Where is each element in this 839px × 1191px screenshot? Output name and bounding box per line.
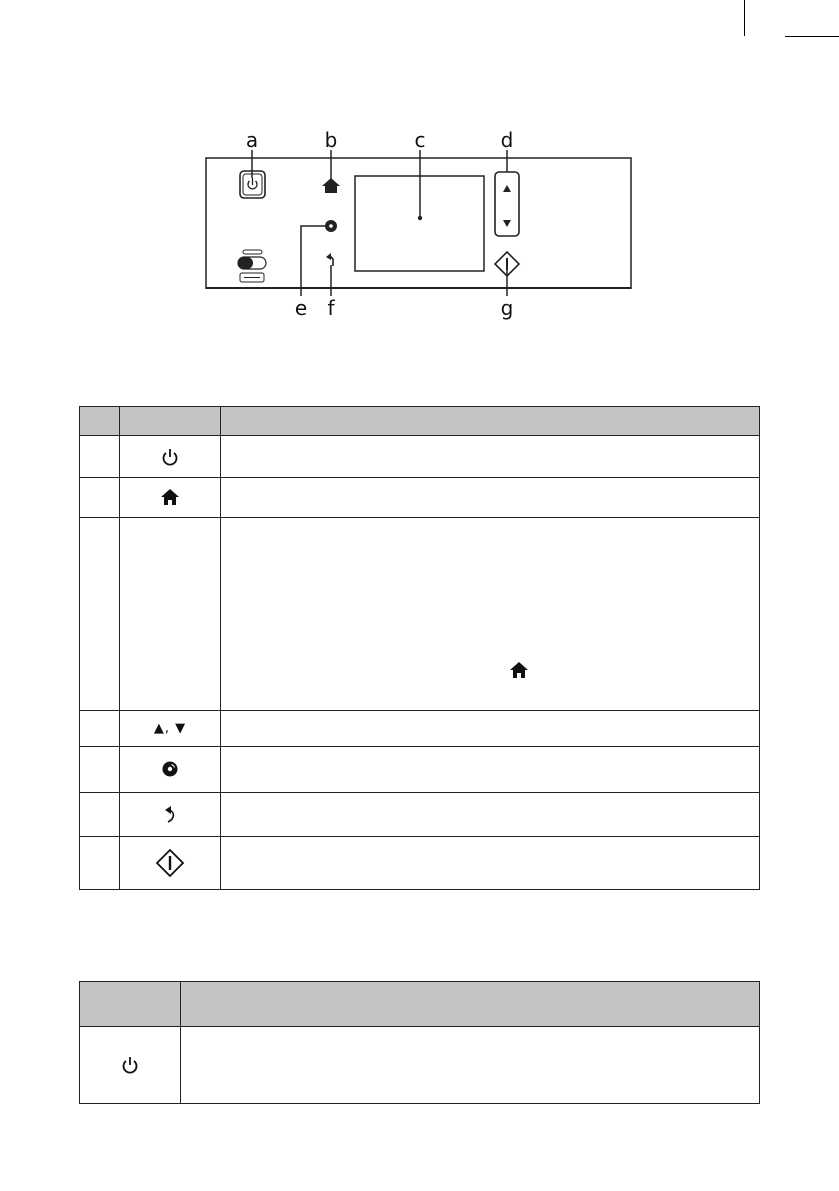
row-description-cell [221, 793, 760, 837]
table-row [80, 1027, 760, 1104]
row-letter-cell [80, 793, 120, 837]
table-row [80, 518, 760, 711]
table-row [80, 478, 760, 518]
table-row [80, 436, 760, 478]
up-down-arrows-icon: ▲, ▼ [120, 711, 221, 747]
row-letter-cell [80, 518, 120, 711]
table-header-row [80, 407, 760, 436]
row-description-cell [221, 436, 760, 478]
home-icon [161, 489, 179, 505]
disc-button [325, 220, 337, 232]
table-header-row [80, 982, 760, 1027]
callout-b: b [324, 128, 338, 152]
callout-g: g [500, 296, 514, 320]
disc-icon [162, 761, 178, 777]
button-function-table [79, 406, 760, 890]
start-icon [155, 848, 185, 878]
row-letter-cell [80, 711, 120, 747]
table-row [80, 747, 760, 793]
row-icon-cell [120, 747, 221, 793]
row-letter-cell [80, 837, 120, 890]
callout-d: d [500, 128, 514, 152]
header-cell-function [221, 407, 760, 436]
row-letter-cell [80, 436, 120, 478]
callout-a: a [245, 128, 259, 152]
header-cell-light [80, 982, 181, 1027]
row-letter-cell [80, 478, 120, 518]
callout-c: c [414, 128, 426, 152]
table-row [80, 711, 760, 747]
row-icon-cell [120, 837, 221, 890]
up-down-buttons [495, 172, 519, 236]
table-row [80, 793, 760, 837]
row-icon-cell [120, 436, 221, 478]
header-cell-button [120, 407, 221, 436]
row-icon-cell [120, 518, 221, 711]
row-icon-cell [80, 1027, 181, 1104]
wifi-logo [238, 250, 266, 282]
header-cell-function [181, 982, 760, 1027]
row-description-cell [221, 837, 760, 890]
power-icon [121, 1055, 139, 1075]
light-status-table [79, 981, 760, 1104]
row-description-cell [221, 747, 760, 793]
home-icon [510, 662, 528, 678]
power-icon [161, 447, 179, 467]
back-button [326, 253, 333, 266]
back-icon [163, 805, 177, 825]
row-description-cell [221, 711, 760, 747]
callout-f: f [327, 296, 335, 320]
control-panel-illustration [0, 0, 839, 340]
row-icon-cell [120, 478, 221, 518]
row-letter-cell [80, 747, 120, 793]
control-panel-diagram [0, 0, 839, 340]
table-row [80, 837, 760, 890]
row-description-cell [221, 478, 760, 518]
row-description-cell [181, 1027, 760, 1104]
row-icon-cell [120, 793, 221, 837]
header-cell-letter [80, 407, 120, 436]
leader-lines [252, 150, 507, 296]
row-description-cell [221, 518, 760, 711]
callout-e: e [294, 296, 308, 320]
